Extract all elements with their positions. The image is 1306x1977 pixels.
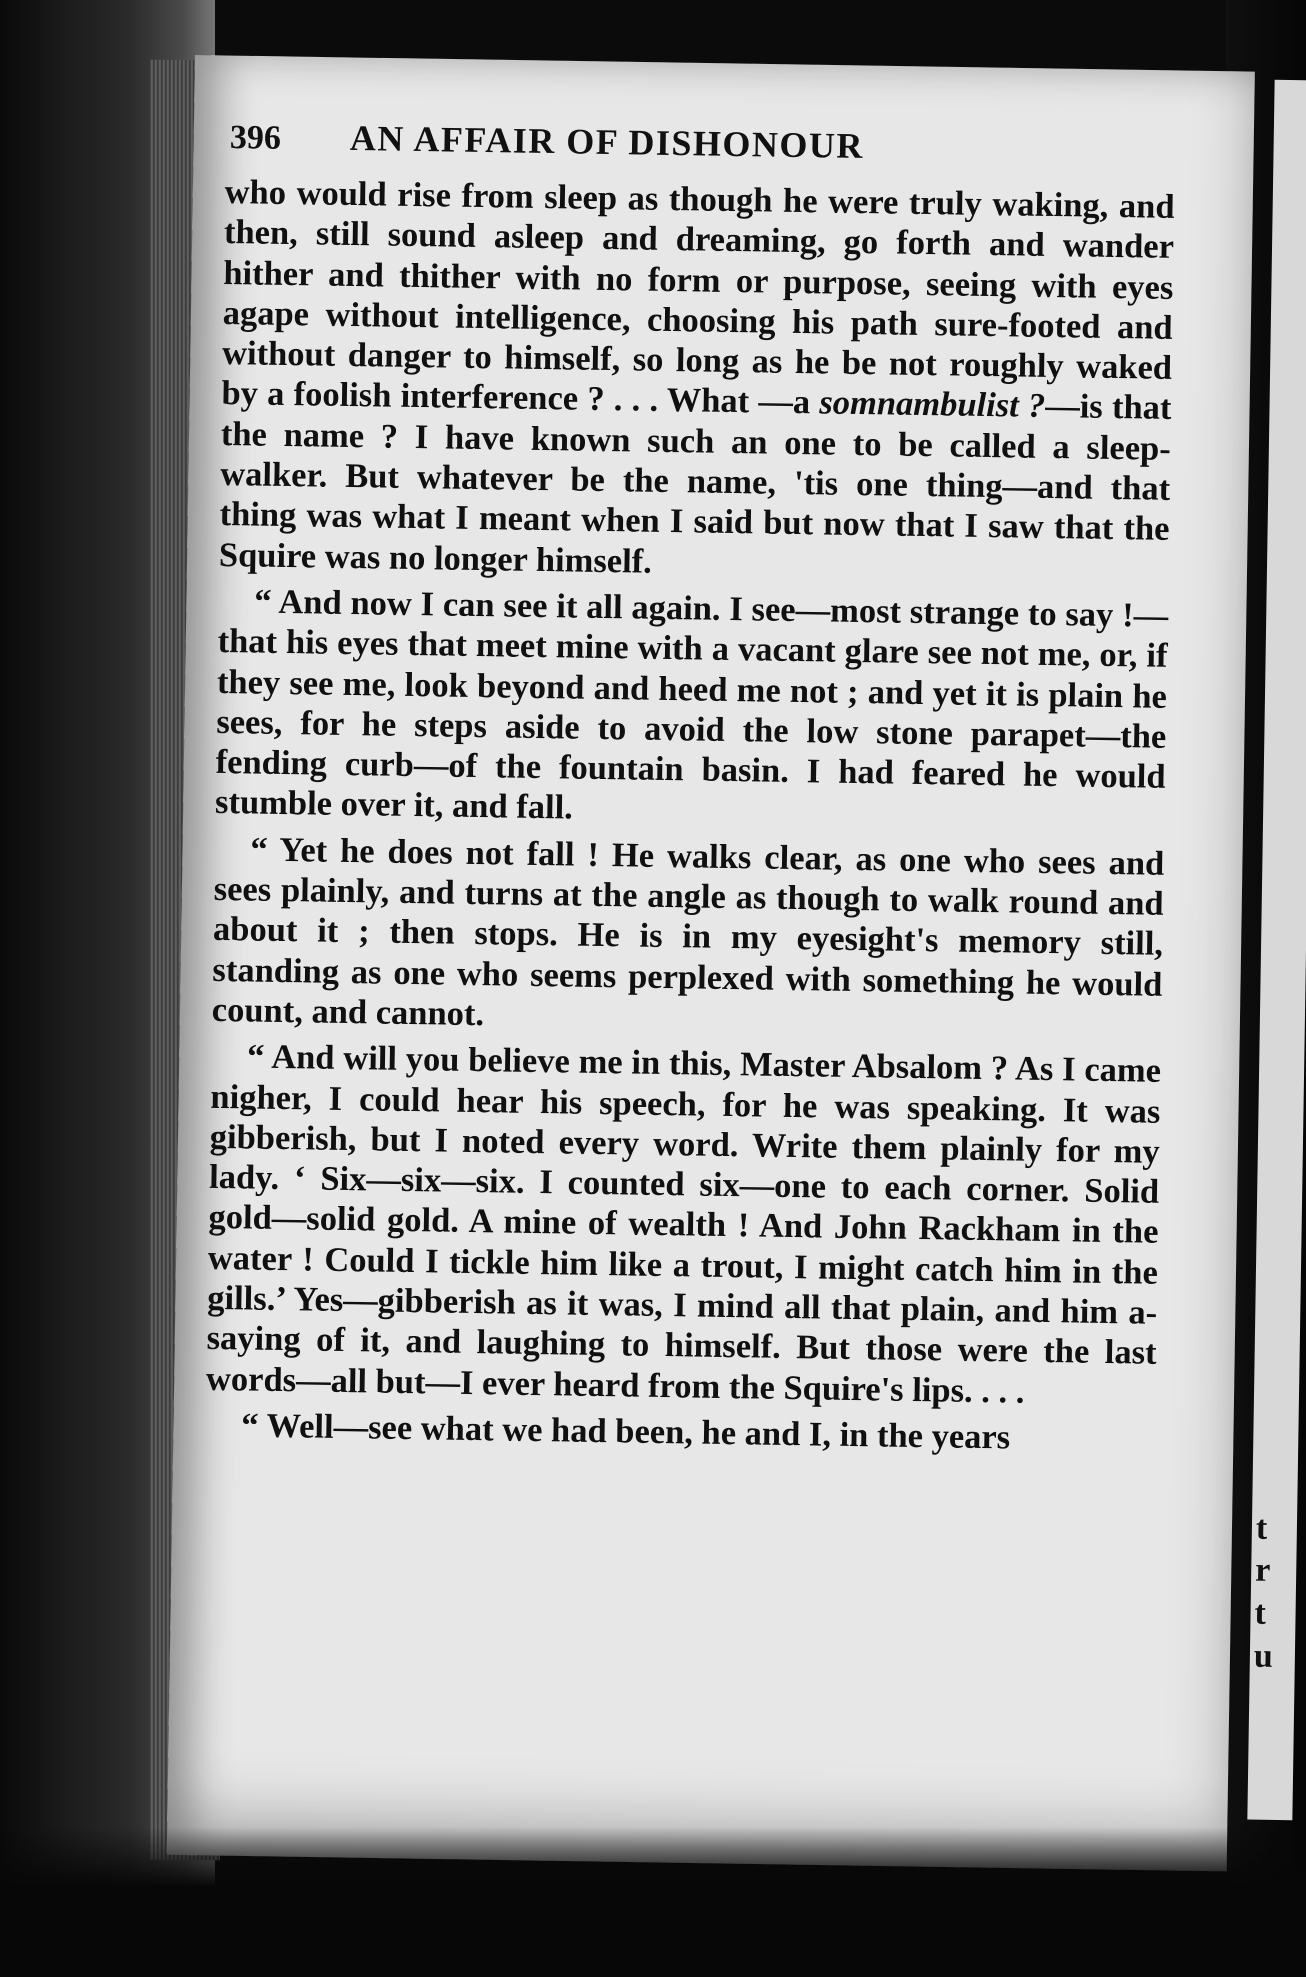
- body-text: [205, 172, 1175, 1466]
- background-bottom: [0, 1827, 1306, 1977]
- facing-page-fragment: u: [1253, 1637, 1274, 1675]
- page-number: 396: [229, 119, 282, 157]
- facing-page-fragment: t: [1254, 1594, 1267, 1632]
- facing-page-fragment: r: [1254, 1551, 1271, 1589]
- paragraph-text: —is that the name ? I have known such an one to be called a sleep-walker. But whatever be the name, 'tis one thing—and that thing was what I meant when I said but now that I saw that the Squire was no longer himself.: [218, 387, 1172, 581]
- paragraph-text: who would rise from sleep as though he were truly waking, and then, still sound asleep and dreaming, go forth and wander hither and thither with no form or purpose, seeing with eyes agape without intelligence, choosing his path sure-footed and without danger to himself, so long as he be not roughly waked by a foolish interference ? . . . What —a: [221, 172, 1175, 422]
- facing-page-fragment: t: [1255, 1509, 1268, 1547]
- paragraph: “ Well—see what we had been, he and I, in the years: [241, 1406, 1011, 1457]
- paragraph: “ Yet he does not fall ! He walks clear, as one who sees and sees plainly, and turns at the angle as though to walk round and about it ; then stops. He is in my eyesight's memory still, standing as one who seems perplexed with something he would count, and cannot.: [211, 830, 1165, 1034]
- italic-term: somnambulist ?: [819, 383, 1046, 426]
- paragraph: “ And now I can see it all again. I see—most strange to say !—that his eyes that meet mine with a vacant glare see not me, or, if they see me, look beyond and heed me not ; and yet it is plain he sees, for he steps aside to avoid the low stone parapet—the fending curb—of the fountain basin. I had feared he would stumble over it, and fall.: [214, 582, 1169, 827]
- paragraph: [219, 172, 1175, 590]
- paragraph: “ And will you believe me in this, Master Absalom ? As I came nigher, I could hear his speech, for he was speaking. It was gibberish, but I noted every word. Write them plainly for my lady. ‘ Six—six—six. I counted six—one to each corner. Solid gold—solid gold. A mine of wealth ! And John Rackham in the water ! Could I tickle him like a trout, I might catch him in the gills.’ Yes—gibberish as it was, I mind all that plain, and him a-saying of it, and laughing to himself. But those were the last words—all but—I ever heard from the Squire's lips. . . .: [205, 1037, 1162, 1411]
- running-title: AN AFFAIR OF DISHONOUR: [349, 117, 865, 166]
